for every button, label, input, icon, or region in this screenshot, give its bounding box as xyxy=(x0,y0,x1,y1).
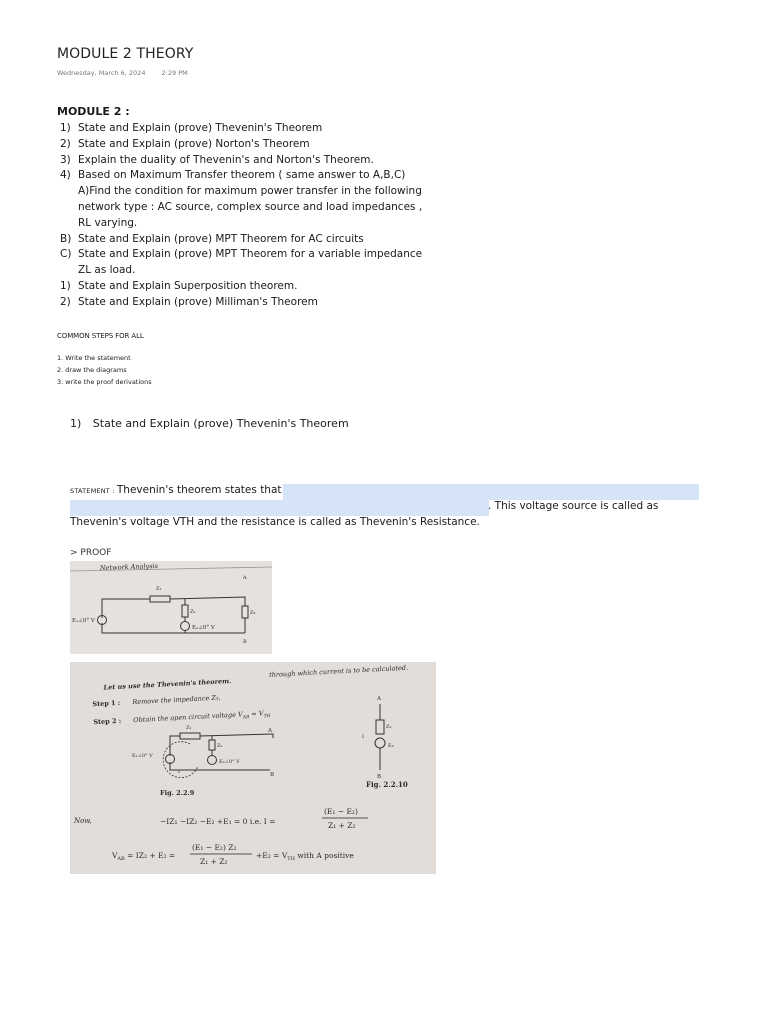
question-number: 2) xyxy=(60,295,71,308)
question-item xyxy=(57,247,437,263)
svg-text:Obtain the open circuit voltag: Obtain the open circuit voltage $V_{AB} = V_{TH}$ xyxy=(133,709,271,725)
svg-text:Z₁ + Z₂: Z₁ + Z₂ xyxy=(328,821,356,830)
svg-text:Remove the impedance Z₃,: Remove the impedance Z₃, xyxy=(132,693,221,707)
svg-text:E₂∠0° V: E₂∠0° V xyxy=(192,625,215,631)
svg-text:A: A xyxy=(268,728,272,734)
svg-text:−IZ₁ −IZ₂ −E₂ +E₁ = 0 i.e.: −IZ₁ −IZ₂ −E₂ +E₁ = 0 i.e. I = xyxy=(160,817,276,826)
svg-text:Step 1 :: Step 1 : xyxy=(92,698,121,709)
statement-label: STATEMENT : xyxy=(70,487,117,495)
svg-text:B: B xyxy=(243,639,247,645)
highlight-blank-1 xyxy=(283,484,699,500)
statement-line-2: . This voltage source is called as xyxy=(488,500,659,512)
step-item: 2. draw the diagrams xyxy=(57,365,127,374)
svg-text:+E₂ = VTH with A positive: $+E_2 = V_{TH}$ with A positive xyxy=(256,851,354,862)
svg-text:Z₂: Z₂ xyxy=(190,609,196,615)
question-number: 4) xyxy=(60,169,71,182)
svg-text:B: B xyxy=(270,772,275,778)
question-item xyxy=(57,137,437,153)
svg-text:A: A xyxy=(243,575,247,581)
circuit-diagram-1 xyxy=(70,561,272,654)
question-number: 1) xyxy=(60,122,71,134)
statement-text-1: Thevenin's theorem states that xyxy=(116,484,282,496)
svg-text:Z₂: Z₂ xyxy=(217,743,223,749)
question-item xyxy=(57,216,437,232)
statement-line-3: Thevenin's voltage VTH and the resistance is called as Thevenin's Resistance. xyxy=(70,516,480,528)
circuit-photo-2 xyxy=(70,662,436,874)
svg-text:E₂: E₂ xyxy=(388,743,394,749)
question-item xyxy=(57,121,437,137)
svg-text:Step 2 :: Step 2 : xyxy=(93,716,122,727)
svg-text:through which current is to be: through which current is to be calculated. xyxy=(268,663,409,679)
svg-text:I: I xyxy=(362,734,364,740)
svg-text:A: A xyxy=(377,696,381,702)
svg-text:Z₁ + Z₂: Z₁ + Z₂ xyxy=(200,857,228,866)
question-text: State and Explain (prove) MPT Theorem for AC circuits xyxy=(78,232,364,245)
question-text: State and Explain (prove) Thevenin's Theorem xyxy=(78,122,323,134)
question-item xyxy=(57,184,437,200)
step-item: 1. Write the statement xyxy=(57,354,131,362)
proof-label: > PROOF xyxy=(70,548,112,558)
question-item xyxy=(57,200,437,216)
question-item xyxy=(57,263,437,279)
question-text: RL varying. xyxy=(78,216,138,229)
question-text: Based on Maximum Transfer theorem ( same answer to A,B,C) xyxy=(78,169,406,182)
question-text: ZL as load. xyxy=(78,264,136,277)
page-title: MODULE 2 THEORY xyxy=(57,46,194,62)
question-text: State and Explain (prove) Milliman's Theorem xyxy=(78,295,318,308)
section-number: 1) xyxy=(70,417,82,430)
question-number: 1) xyxy=(60,279,71,292)
common-steps-list xyxy=(57,353,152,388)
highlight-blank-2 xyxy=(70,500,489,516)
question-text: State and Explain Superposition theorem. xyxy=(78,279,298,292)
svg-text:E₁∠0° V: E₁∠0° V xyxy=(72,618,95,624)
svg-text:Fig. 2.2.9: Fig. 2.2.9 xyxy=(160,789,195,797)
page-date: Wednesday, March 6, 2024 xyxy=(57,69,146,77)
circuit-photo-1 xyxy=(70,561,272,654)
question-item xyxy=(57,279,437,295)
question-item xyxy=(57,232,437,248)
page-time: 2:29 PM xyxy=(161,69,188,77)
question-item xyxy=(57,168,437,184)
question-number: B) xyxy=(60,232,72,245)
svg-text:Z₃: Z₃ xyxy=(250,610,256,616)
svg-text:Let us use the Thevenin's theo: Let us use the Thevenin's theorem. xyxy=(103,676,232,692)
section-title: State and Explain (prove) Thevenin's Theorem xyxy=(92,417,349,430)
svg-text:(E₁ − E₂) Z₂: (E₁ − E₂) Z₂ xyxy=(192,843,237,852)
question-text: A)Find the condition for maximum power transfer in the following xyxy=(78,185,422,198)
module-heading: MODULE 2 : xyxy=(57,105,130,118)
question-text: State and Explain (prove) MPT Theorem for a variable impedance xyxy=(78,248,423,261)
derivation-photo xyxy=(70,662,436,874)
svg-text:E₁∠0° V: E₁∠0° V xyxy=(132,753,153,759)
question-text: State and Explain (prove) Norton's Theorem xyxy=(78,137,310,150)
svg-text:B: B xyxy=(377,774,382,780)
question-number: 3) xyxy=(60,153,71,166)
question-list xyxy=(57,121,437,311)
step-item: 3. write the proof derivations xyxy=(57,377,152,386)
question-number: C) xyxy=(60,248,72,261)
svg-text:Z₂: Z₂ xyxy=(386,724,392,730)
svg-text:Z₁: Z₁ xyxy=(156,586,162,592)
question-number: 2) xyxy=(60,137,71,150)
svg-text:E₂∠0° V: E₂∠0° V xyxy=(219,759,240,765)
svg-text:Fig. 2.2.10: Fig. 2.2.10 xyxy=(366,780,408,789)
svg-text:Z₁: Z₁ xyxy=(186,725,192,731)
svg-text:Now,: Now, xyxy=(74,817,92,825)
common-steps-heading: COMMON STEPS FOR ALL xyxy=(57,332,144,340)
question-item xyxy=(57,153,437,169)
question-text: Explain the duality of Thevenin's and Norton's Theorem. xyxy=(78,153,374,166)
section-heading xyxy=(70,417,349,430)
svg-text:VAB = IZ₂ + E₂ =: $V_{AB} = IZ_2 + E_2$ = xyxy=(112,851,176,862)
question-item xyxy=(57,295,437,311)
svg-text:(E₁ − E₂): (E₁ − E₂) xyxy=(324,807,358,816)
statement-line-1 xyxy=(70,484,282,496)
svg-text:I: I xyxy=(178,769,180,775)
page-meta xyxy=(57,69,202,77)
question-text: network type : AC source, complex source and load impedances , xyxy=(78,200,423,213)
photo1-header: Network Analysis xyxy=(99,561,159,572)
